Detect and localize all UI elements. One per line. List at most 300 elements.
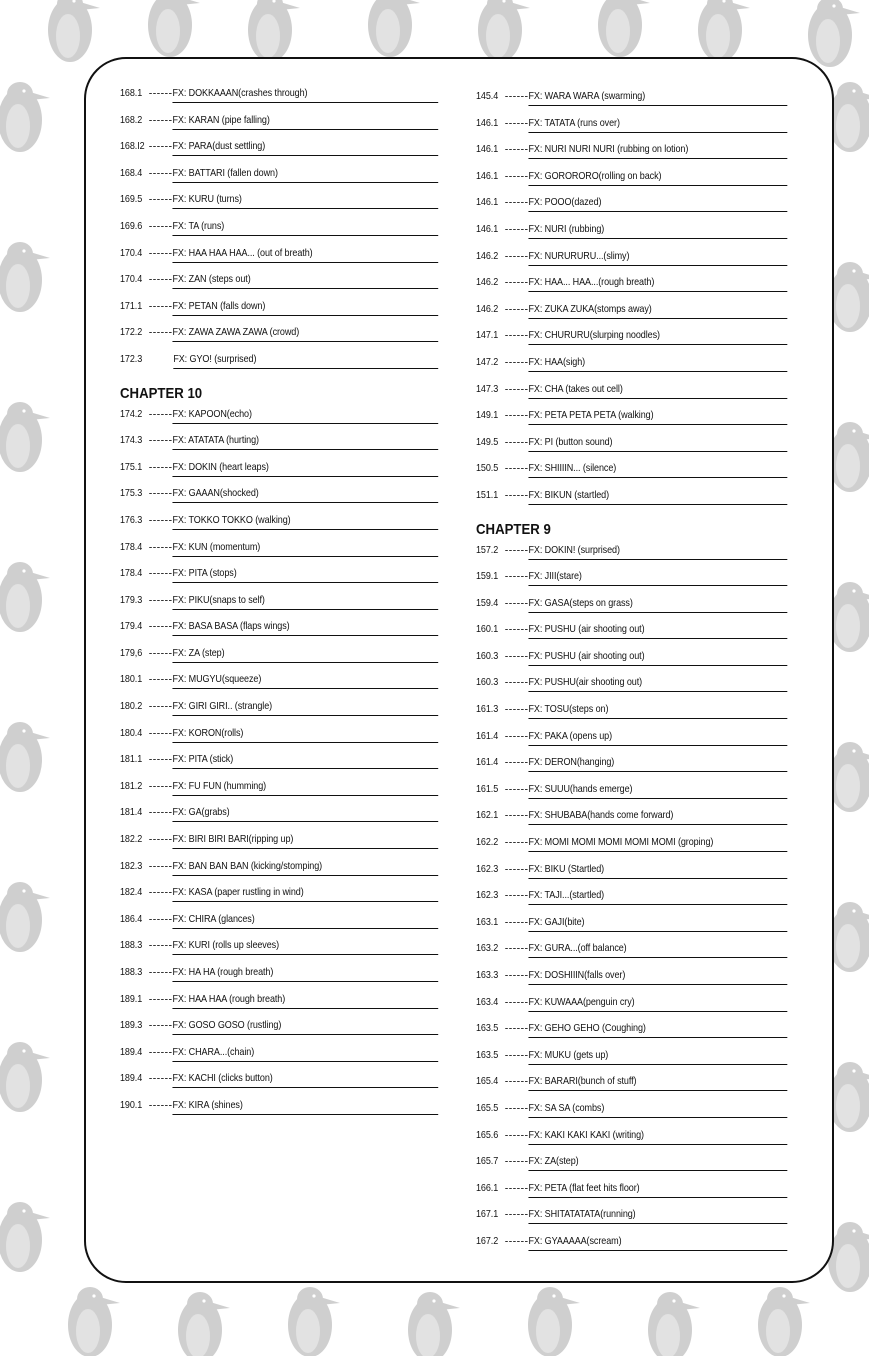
- fx-text: FX: PUSHU (air shooting out): [528, 647, 787, 666]
- leader-dashes: [149, 323, 171, 333]
- leader-dashes: [505, 406, 527, 416]
- fx-entry: [120, 1069, 438, 1096]
- fx-text: FX: NURURURU...(slimy): [528, 247, 787, 266]
- fx-text: FX: DOKIN (heart leaps): [172, 458, 438, 477]
- page-number: 149.1: [476, 409, 499, 422]
- page-number: 146.2: [476, 249, 499, 262]
- fx-entry: [476, 886, 787, 913]
- page-number: 146.2: [476, 302, 499, 315]
- page-number: 178.4: [120, 567, 143, 580]
- fx-entry: [476, 1046, 787, 1073]
- fx-entry: [476, 780, 787, 807]
- fx-entry: [120, 297, 438, 324]
- fx-entry: [476, 1152, 787, 1179]
- fx-entry: [476, 1019, 787, 1046]
- leader-dashes: [149, 617, 171, 627]
- page-number: 163.5: [476, 1022, 499, 1035]
- fx-entry: [120, 137, 438, 164]
- page-number: 174.3: [120, 434, 143, 447]
- fx-entry: [476, 1179, 787, 1206]
- fx-entry: [476, 541, 787, 568]
- left-entries-top: [120, 84, 440, 377]
- fx-text: FX: PITA (stops): [172, 564, 438, 583]
- leader-dashes: [149, 990, 171, 1000]
- leader-dashes: [149, 777, 171, 787]
- leader-dashes: [505, 140, 527, 150]
- fx-text: FX: GAJI(bite): [528, 913, 787, 932]
- page-number: 160.3: [476, 676, 499, 689]
- fx-entry: [120, 405, 438, 432]
- leader-dashes: [505, 993, 527, 1003]
- fx-entry: [476, 353, 787, 380]
- fx-text: FX: CHA (takes out cell): [528, 380, 787, 399]
- fx-text: FX: PETAN (falls down): [172, 297, 438, 316]
- fx-text: FX: SHUBABA(hands come forward): [528, 806, 787, 825]
- fx-text: FX: KUN (momentum): [172, 538, 438, 557]
- fx-text: FX: PI (button sound): [528, 433, 787, 452]
- leader-dashes: [505, 459, 527, 469]
- page-number: 165.6: [476, 1128, 499, 1141]
- fx-entry: [476, 673, 787, 700]
- leader-dashes: [505, 753, 527, 763]
- fx-text: FX: GAAAN(shocked): [172, 484, 438, 503]
- fx-entry: [120, 190, 438, 217]
- fx-entry: [120, 1096, 438, 1123]
- leader-dashes: [505, 673, 527, 683]
- leader-dashes: [505, 1046, 527, 1056]
- fx-entry: [476, 167, 787, 194]
- fx-entry: [476, 1205, 787, 1232]
- fx-text: FX: SHITATATATA(running): [528, 1205, 787, 1224]
- leader-dashes: [149, 111, 171, 121]
- page-number: 189.4: [120, 1045, 143, 1058]
- right-entries-bottom: [476, 541, 788, 1259]
- leader-dashes: [505, 647, 527, 657]
- fx-text: FX: BAN BAN BAN (kicking/stomping): [172, 857, 438, 876]
- fx-text: FX: GA(grabs): [172, 803, 438, 822]
- page-number: 188.3: [120, 966, 143, 978]
- fx-entry: [120, 511, 438, 538]
- leader-dashes: [149, 458, 171, 468]
- fx-entry: [120, 990, 438, 1017]
- fx-entry: [476, 486, 787, 513]
- page-number: 150.5: [476, 462, 499, 475]
- page-number: 180.2: [120, 700, 143, 713]
- fx-entry: [120, 670, 438, 697]
- fx-text: FX: KASA (paper rustling in wind): [172, 883, 438, 902]
- fx-text: FX: HAA HAA (rough breath): [172, 990, 438, 1009]
- leader-dashes: [505, 541, 527, 551]
- fx-entry: [476, 594, 787, 621]
- leader-dashes: [505, 353, 527, 363]
- fx-entry: [120, 1043, 438, 1070]
- page-number: 151.1: [476, 488, 499, 501]
- page-number: 163.2: [476, 942, 499, 955]
- page-number: 170.4: [120, 246, 143, 259]
- fx-text: FX: DOKKAAAN(crashes through): [172, 84, 438, 103]
- fx-text: FX: GURA...(off balance): [528, 939, 787, 958]
- page-number: 149.5: [476, 435, 499, 448]
- fx-text: FX: POOO(dazed): [528, 193, 787, 212]
- fx-entry: [120, 857, 438, 884]
- leader-dashes: [149, 538, 171, 548]
- leader-dashes: [149, 857, 171, 867]
- fx-entry: [476, 806, 787, 833]
- page-number: 161.3: [476, 703, 499, 716]
- fx-entry: [476, 300, 787, 327]
- leader-dashes: [149, 1069, 171, 1079]
- page-number: 165.4: [476, 1075, 499, 1088]
- fx-entry: [476, 939, 787, 966]
- fx-text: FX: KURI (rolls up sleeves): [172, 936, 438, 955]
- fx-text: FX: PUSHU (air shooting out): [528, 620, 787, 639]
- fx-text: FX: SUUU(hands emerge): [528, 780, 787, 799]
- fx-text: FX: KAKI KAKI KAKI (writing): [528, 1126, 787, 1145]
- fx-text: FX: CHURURU(slurping noodles): [528, 326, 787, 345]
- fx-entry: [476, 193, 787, 220]
- fx-entry: [120, 830, 438, 857]
- fx-text: FX: PARA(dust settling): [172, 137, 438, 156]
- page-number: 189.4: [120, 1072, 143, 1085]
- leader-dashes: [505, 247, 527, 257]
- fx-text: FX: TATATA (runs over): [528, 114, 787, 133]
- page-number: 168.I2: [120, 140, 145, 153]
- fx-entry: [476, 833, 787, 860]
- page-number: 168.2: [120, 113, 143, 126]
- leader-dashes: [505, 193, 527, 203]
- fx-entry: [476, 1072, 787, 1099]
- fx-entry: [476, 620, 787, 647]
- leader-dashes: [505, 433, 527, 443]
- fx-entry: [476, 966, 787, 993]
- left-entries-bottom: [120, 405, 440, 1123]
- leader-dashes: [149, 164, 171, 174]
- leader-dashes: [505, 220, 527, 230]
- leader-dashes: [149, 830, 171, 840]
- page-number: 162.2: [476, 836, 499, 849]
- fx-entry: [476, 273, 787, 300]
- fx-entry: [120, 350, 438, 377]
- fx-entry: [120, 458, 438, 485]
- fx-text: FX: HAA... HAA...(rough breath): [528, 273, 787, 292]
- fx-text: FX: KAPOON(echo): [172, 405, 438, 424]
- fx-text: FX: TAJI...(startled): [528, 886, 787, 905]
- fx-text: FX: GEHO GEHO (Coughing): [528, 1019, 787, 1038]
- page-number: 179.3: [120, 593, 143, 606]
- leader-dashes: [149, 84, 171, 94]
- leader-dashes: [149, 963, 171, 973]
- left-column: [120, 84, 440, 1123]
- page-number: 175.3: [120, 487, 143, 500]
- page-number: 182.2: [120, 833, 143, 846]
- fx-text: FX: CHARA...(chain): [172, 1043, 438, 1062]
- page-number: 176.3: [120, 513, 143, 526]
- fx-text: FX: BIKU (Startled): [528, 860, 787, 879]
- fx-entry: [476, 459, 787, 486]
- page-number: 180.4: [120, 726, 143, 739]
- fx-entry: [120, 750, 438, 777]
- page-number: 146.1: [476, 169, 499, 182]
- fx-entry: [476, 380, 787, 407]
- fx-text: FX: ZUKA ZUKA(stomps away): [528, 300, 787, 319]
- page-number: 171.1: [120, 299, 143, 312]
- fx-entry: [476, 406, 787, 433]
- page-number: 172.2: [120, 326, 143, 339]
- page-number: 169.6: [120, 219, 143, 232]
- leader-dashes: [149, 564, 171, 574]
- leader-dashes: [505, 567, 527, 577]
- leader-dashes: [505, 380, 527, 390]
- fx-text: FX: MOMI MOMI MOMI MOMI MOMI (groping): [528, 833, 787, 852]
- chapter-heading: CHAPTER 10: [120, 384, 203, 402]
- leader-dashes: [149, 350, 172, 359]
- page-number: 162.3: [476, 889, 499, 902]
- page-number: 167.1: [476, 1208, 499, 1221]
- fx-text: FX: GYO! (surprised): [173, 350, 438, 369]
- fx-text: FX: MUKU (gets up): [528, 1046, 787, 1065]
- page-number: 162.3: [476, 862, 499, 875]
- page-number: 181.1: [120, 753, 143, 766]
- page-number: 147.3: [476, 382, 499, 395]
- fx-entry: [120, 777, 438, 804]
- fx-entry: [120, 217, 438, 244]
- leader-dashes: [505, 913, 527, 923]
- fx-text: FX: DOKIN! (surprised): [528, 541, 787, 560]
- page-number: 165.7: [476, 1155, 499, 1168]
- page-number: 161.4: [476, 756, 499, 769]
- fx-text: FX: WARA WARA (swarming): [528, 87, 787, 106]
- fx-text: FX: GOSO GOSO (rustling): [172, 1016, 438, 1035]
- leader-dashes: [505, 700, 527, 710]
- page-number: 146.1: [476, 143, 499, 156]
- leader-dashes: [505, 780, 527, 790]
- fx-text: FX: KUWAAA(penguin cry): [528, 993, 787, 1012]
- fx-text: FX: ZAWA ZAWA ZAWA (crowd): [172, 323, 438, 342]
- fx-entry: [120, 644, 438, 671]
- leader-dashes: [505, 300, 527, 310]
- fx-text: FX: PETA (flat feet hits floor): [528, 1179, 787, 1198]
- fx-entry: [120, 84, 438, 111]
- leader-dashes: [505, 167, 527, 177]
- leader-dashes: [505, 886, 527, 896]
- leader-dashes: [505, 87, 527, 97]
- fx-text: FX: HA HA (rough breath): [172, 963, 438, 982]
- leader-dashes: [505, 1126, 527, 1136]
- fx-entry: [476, 567, 787, 594]
- leader-dashes: [149, 936, 171, 946]
- leader-dashes: [149, 1016, 171, 1026]
- page-number: 146.2: [476, 276, 499, 289]
- page-number: 179.4: [120, 620, 143, 633]
- fx-entry: [476, 1232, 787, 1259]
- fx-entry: [120, 111, 438, 138]
- page-number: 181.2: [120, 779, 143, 792]
- fx-text: FX: BIKUN (startled): [528, 486, 787, 505]
- fx-entry: [120, 484, 438, 511]
- leader-dashes: [149, 803, 171, 813]
- fx-entry: [476, 1099, 787, 1126]
- leader-dashes: [505, 939, 527, 949]
- fx-text: FX: PETA PETA PETA (walking): [528, 406, 787, 425]
- fx-text: FX: DERON(hanging): [528, 753, 787, 772]
- fx-text: FX: BASA BASA (flaps wings): [172, 617, 438, 636]
- page-number: 190.1: [120, 1098, 143, 1111]
- fx-text: FX: KIRA (shines): [172, 1096, 438, 1115]
- fx-entry: [120, 591, 438, 618]
- leader-dashes: [505, 326, 527, 336]
- fx-entry: [476, 114, 787, 141]
- page-number: 147.2: [476, 355, 499, 368]
- leader-dashes: [149, 484, 171, 494]
- page-number: 146.1: [476, 116, 499, 129]
- fx-entry: [476, 860, 787, 887]
- page-number: 160.1: [476, 623, 499, 636]
- fx-entry: [476, 993, 787, 1020]
- fx-text: FX: BATTARI (fallen down): [172, 164, 438, 183]
- page-number: 146.1: [476, 222, 499, 235]
- fx-entry: [476, 326, 787, 353]
- leader-dashes: [505, 727, 527, 737]
- fx-entry: [120, 270, 438, 297]
- leader-dashes: [505, 1205, 527, 1215]
- fx-entry: [476, 433, 787, 460]
- right-column: [476, 87, 788, 1259]
- chapter-heading: CHAPTER 9: [476, 520, 551, 538]
- fx-text: FX: KORON(rolls): [172, 724, 438, 743]
- page-number: 163.4: [476, 995, 499, 1008]
- leader-dashes: [149, 750, 171, 760]
- leader-dashes: [149, 883, 171, 893]
- fx-entry: [476, 753, 787, 780]
- fx-entry: [120, 564, 438, 591]
- fx-text: FX: BARARI(bunch of stuff): [528, 1072, 787, 1091]
- fx-text: FX: TA (runs): [172, 217, 438, 236]
- fx-entry: [120, 910, 438, 937]
- leader-dashes: [149, 137, 171, 147]
- fx-entry: [476, 140, 787, 167]
- fx-entry: [476, 1126, 787, 1153]
- leader-dashes: [149, 405, 171, 415]
- leader-dashes: [149, 190, 171, 200]
- leader-dashes: [505, 806, 527, 816]
- leader-dashes: [149, 270, 171, 280]
- page-number: 157.2: [476, 543, 499, 556]
- fx-text: FX: GYAAAAA(scream): [528, 1232, 787, 1251]
- fx-text: FX: CHIRA (glances): [172, 910, 438, 929]
- fx-text: FX: PIKU(snaps to self): [172, 591, 438, 610]
- page-number: 182.4: [120, 886, 143, 899]
- fx-text: FX: DOSHIIIN(falls over): [528, 966, 787, 985]
- fx-entry: [476, 87, 787, 114]
- fx-entry: [120, 244, 438, 271]
- leader-dashes: [505, 114, 527, 124]
- leader-dashes: [149, 910, 171, 920]
- leader-dashes: [149, 511, 171, 521]
- fx-entry: [120, 1016, 438, 1043]
- leader-dashes: [505, 1072, 527, 1082]
- fx-entry: [476, 247, 787, 274]
- fx-entry: [476, 700, 787, 727]
- page-number: 161.4: [476, 729, 499, 742]
- leader-dashes: [505, 273, 527, 283]
- leader-dashes: [149, 217, 171, 227]
- page-number: 182.3: [120, 859, 143, 872]
- fx-entry: [120, 431, 438, 458]
- fx-entry: [120, 617, 438, 644]
- fx-entry: [476, 727, 787, 754]
- page-number: 163.5: [476, 1048, 499, 1061]
- fx-text: FX: ATATATA (hurting): [172, 431, 438, 450]
- fx-text: FX: ZA (step): [172, 644, 438, 663]
- fx-text: FX: HAA HAA HAA... (out of breath): [172, 244, 438, 263]
- page-number: 175.1: [120, 460, 143, 473]
- fx-entry: [120, 883, 438, 910]
- fx-text: FX: NURI (rubbing): [528, 220, 787, 239]
- leader-dashes: [505, 1099, 527, 1109]
- leader-dashes: [505, 1179, 527, 1189]
- page-number: 163.3: [476, 969, 499, 981]
- fx-text: FX: ZAN (steps out): [172, 270, 438, 289]
- page-number: 189.1: [120, 992, 143, 1005]
- leader-dashes: [505, 833, 527, 843]
- fx-text: FX: MUGYU(squeeze): [172, 670, 438, 689]
- page-number: 174.2: [120, 407, 143, 420]
- fx-entry: [120, 963, 438, 990]
- page-number: 170.4: [120, 273, 143, 286]
- leader-dashes: [505, 966, 527, 976]
- fx-text: FX: PAKA (opens up): [528, 727, 787, 746]
- page-number: 159.1: [476, 570, 499, 583]
- page-number: 165.5: [476, 1101, 499, 1114]
- leader-dashes: [505, 486, 527, 496]
- page-number: 166.1: [476, 1181, 499, 1194]
- fx-entry: [120, 936, 438, 963]
- page-number: 179,6: [120, 646, 143, 659]
- fx-text: FX: HAA(sigh): [528, 353, 787, 372]
- leader-dashes: [505, 1152, 527, 1162]
- fx-entry: [120, 803, 438, 830]
- leader-dashes: [149, 670, 171, 680]
- leader-dashes: [149, 297, 171, 307]
- fx-text: FX: TOSU(steps on): [528, 700, 787, 719]
- leader-dashes: [149, 1043, 171, 1053]
- leader-dashes: [149, 431, 171, 441]
- page-number: 146.1: [476, 196, 499, 209]
- page-number: 162.1: [476, 809, 499, 822]
- page-number: 168.1: [120, 87, 143, 99]
- fx-entry: [120, 323, 438, 350]
- page-number: 163.1: [476, 915, 499, 928]
- page-number: 145.4: [476, 90, 499, 102]
- fx-entry: [120, 697, 438, 724]
- right-entries-top: [476, 87, 788, 513]
- page-number: 169.5: [120, 193, 143, 206]
- leader-dashes: [149, 697, 171, 707]
- page-number: 159.4: [476, 596, 499, 609]
- fx-text: FX: GIRI GIRI.. (strangle): [172, 697, 438, 716]
- fx-entry: [476, 913, 787, 940]
- page-number: 178.4: [120, 540, 143, 553]
- leader-dashes: [505, 860, 527, 870]
- leader-dashes: [505, 1232, 527, 1242]
- page-number: 189.3: [120, 1019, 143, 1032]
- fx-text: FX: KURU (turns): [172, 190, 438, 209]
- leader-dashes: [149, 724, 171, 734]
- page-number: 181.4: [120, 806, 143, 819]
- fx-text: FX: SA SA (combs): [528, 1099, 787, 1118]
- page-number: 172.3: [120, 352, 143, 365]
- fx-text: FX: JIII(stare): [528, 567, 787, 586]
